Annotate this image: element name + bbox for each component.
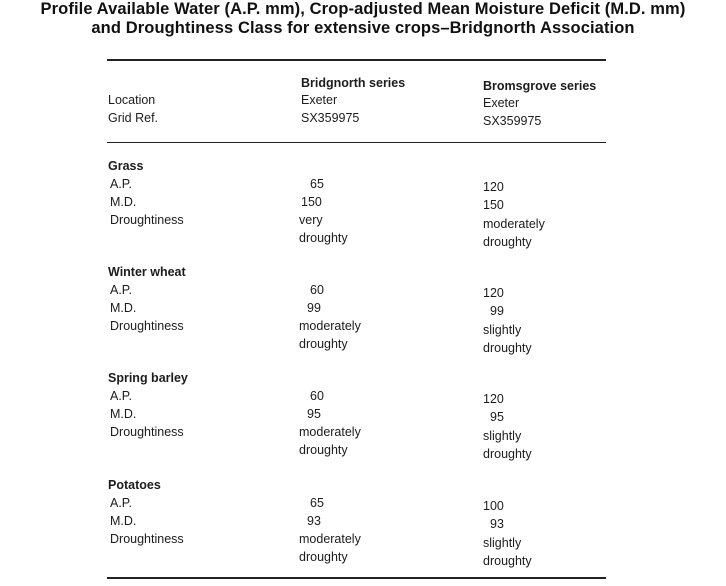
droughtiness-label: Droughtiness [110, 213, 184, 227]
column-header-bridgnorth: Bridgnorth series [301, 76, 406, 90]
bridgnorth-droughtiness-line-1: moderately [299, 425, 361, 439]
bridgnorth-droughtiness-line-2: droughty [299, 443, 348, 457]
bridgnorth-droughtiness-line-2: droughty [299, 231, 348, 245]
bridgnorth-droughtiness-line-1: very [299, 213, 323, 227]
bromsgrove-droughtiness-line-1: slightly [483, 536, 522, 550]
grid-ref-label: Grid Ref. [108, 111, 159, 125]
ap-label: A.P. [110, 496, 133, 510]
bromsgrove-droughtiness-line-1: slightly [483, 323, 522, 337]
bromsgrove-md-value: 150 [483, 198, 504, 212]
bromsgrove-droughtiness-line-1: moderately [483, 217, 545, 231]
bromsgrove-ap-value: 100 [483, 499, 504, 513]
bromsgrove-ap-value: 120 [483, 392, 504, 406]
bromsgrove-location: Exeter [483, 96, 520, 110]
bromsgrove-md-value: 99 [490, 304, 504, 318]
top-rule [107, 59, 606, 61]
bridgnorth-ap-value: 60 [310, 389, 324, 403]
bromsgrove-md-value: 93 [490, 517, 504, 531]
location-label: Location [108, 93, 156, 107]
table-title-line-1: Profile Available Water (A.P. mm), Crop-adjusted Mean Moisture Deficit (M.D. mm) [40, 0, 686, 18]
md-label: M.D. [110, 301, 137, 315]
bridgnorth-droughtiness-line-2: droughty [299, 337, 348, 351]
bridgnorth-droughtiness-line-2: droughty [299, 550, 348, 564]
ap-label: A.P. [110, 389, 133, 403]
bridgnorth-md-value: 150 [301, 195, 322, 209]
bridgnorth-md-value: 93 [307, 514, 321, 528]
droughtiness-label: Droughtiness [110, 425, 184, 439]
bridgnorth-droughtiness-line-1: moderately [299, 319, 361, 333]
bridgnorth-grid-ref: SX359975 [301, 111, 360, 125]
bromsgrove-grid-ref: SX359975 [483, 114, 542, 128]
bridgnorth-droughtiness-line-1: moderately [299, 532, 361, 546]
bromsgrove-droughtiness-line-2: droughty [483, 447, 532, 461]
bromsgrove-ap-value: 120 [483, 180, 504, 194]
ap-label: A.P. [110, 283, 133, 297]
table-title-line-2: and Droughtiness Class for extensive crops–Bridgnorth Association [91, 19, 635, 37]
bromsgrove-droughtiness-line-2: droughty [483, 341, 532, 355]
md-label: M.D. [110, 514, 137, 528]
crop-name: Spring barley [108, 371, 188, 385]
ap-label: A.P. [110, 177, 133, 191]
bromsgrove-md-value: 95 [490, 410, 504, 424]
crop-name: Winter wheat [108, 265, 186, 279]
column-header-bromsgrove: Bromsgrove series [483, 79, 597, 93]
bromsgrove-droughtiness-line-2: droughty [483, 235, 532, 249]
header-rule [107, 142, 606, 143]
bridgnorth-md-value: 99 [307, 301, 321, 315]
crop-name: Grass [108, 159, 144, 173]
droughtiness-label: Droughtiness [110, 319, 184, 333]
bromsgrove-droughtiness-line-1: slightly [483, 429, 522, 443]
bridgnorth-ap-value: 65 [310, 177, 324, 191]
md-label: M.D. [110, 407, 137, 421]
crop-name: Potatoes [108, 478, 161, 492]
bridgnorth-md-value: 95 [307, 407, 321, 421]
bottom-rule [107, 577, 606, 579]
droughtiness-label: Droughtiness [110, 532, 184, 546]
bridgnorth-location: Exeter [301, 93, 338, 107]
bridgnorth-ap-value: 60 [310, 283, 324, 297]
bromsgrove-droughtiness-line-2: droughty [483, 554, 532, 568]
bridgnorth-ap-value: 65 [310, 496, 324, 510]
md-label: M.D. [110, 195, 137, 209]
bromsgrove-ap-value: 120 [483, 286, 504, 300]
